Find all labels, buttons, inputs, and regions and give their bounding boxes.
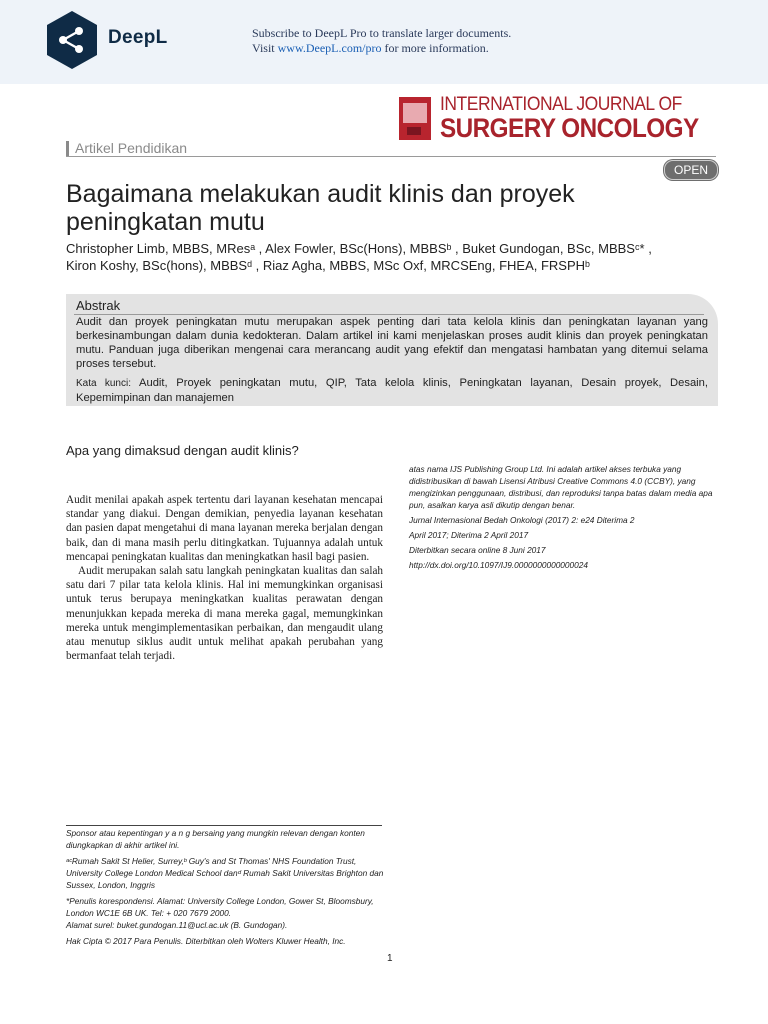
subscribe-line: Subscribe to DeepL Pro to translate larger documents.: [252, 26, 512, 40]
journal-reference: Jurnal Internasional Bedah Onkologi (2017) 2: e24 Diterima 2: [409, 515, 635, 525]
journal-title: [440, 94, 727, 143]
authors-line-2: Kiron Koshy, BSc(hons), MBBSᵈ , Riaz Agha, MBBS, MSc Oxf, MRCSEng, FHEA, FRSPHᵇ: [66, 258, 590, 273]
keywords-list: Audit, Proyek peningkatan mutu, QIP, Tata kelola klinis, Peningkatan layanan, Desain proyek, Desain, Kepemimpinan dan manajemen: [76, 377, 708, 404]
received-dates: April 2017; Diterima 2 April 2017: [409, 530, 529, 540]
license-note: atas nama IJS Publishing Group Ltd. Ini adalah artikel akses terbuka yang didistribusikan di bawah Lisensi Atribusi Creative Commons 4.0 (CCBY), yang mengizinkan penggunaan, distribusi, dan reproduksi tanpa batas dalam media apa pun, asalkan karya asli dikutip dengan benar.: [409, 464, 713, 510]
body-paragraph-1: Audit menilai apakah aspek tertentu dari layanan kesehatan mencapai standar yang diakui. Dengan demikian, penyedia layanan kesehatan dan pasien dapat mengetahui di mana layanan mereka berjalan dengan baik, dan di mana masih perlu ditingkatkan. Tujuannya adalah untuk mencapai peningkatan kualitas dan meningkatkan hasil bagi pasien.: [66, 494, 383, 563]
deepl-pro-link[interactable]: www.DeepL.com/pro: [277, 41, 382, 55]
section-heading: Apa yang dimaksud dengan audit klinis?: [66, 443, 299, 458]
journal-title-line2: SURGERY ONCOLOGY: [440, 113, 699, 143]
footnotes: [66, 827, 384, 951]
corresponding-author-note: *Penulis korespondensi. Alamat: University College London, Gower St, Bloomsbury, London WC1E 6B UK. Tel: + 020 7679 2000.: [66, 896, 374, 918]
deepl-banner: [0, 0, 768, 84]
visit-prefix: Visit: [252, 41, 278, 55]
affiliations-note: ᵃᶜRumah Sakit St Helier, Surrey,ᵇ Guy's and St Thomas' NHS Foundation Trust, University College London Medical School danᵈ Rumah Sakit Universitas Brighton dan Sussex, London, Inggris: [66, 856, 384, 890]
article-info-notes: [409, 463, 729, 574]
article-title: Bagaimana melakukan audit klinis dan proyek peningkatan mutu: [66, 180, 575, 236]
journal-cover-thumbnail: [399, 97, 431, 140]
section-divider: [66, 156, 716, 157]
visit-line: [252, 41, 511, 56]
email-note[interactable]: Alamat surel: buket.gundogan.11@ucl.ac.uk (B. Gundogan).: [66, 920, 288, 930]
page-number: 1: [387, 953, 393, 964]
subscribe-notice: [252, 26, 511, 56]
visit-suffix: for more information.: [381, 41, 489, 55]
copyright-note: Hak Cipta © 2017 Para Penulis. Diterbitkan oleh Wolters Kluwer Health, Inc.: [66, 936, 346, 946]
body-text: [66, 493, 383, 663]
body-paragraph-2: Audit merupakan salah satu langkah peningkatan kualitas dan salah satu dari 7 pilar tata kelola klinis. Hal ini memungkinkan organisasi untuk terus berupaya meningkatkan kualitas perawatan dengan menunjukkan kepada mereka di mana mereka gagal, memungkinkan mereka untuk mengimplementasikan perbaikan, dan mengaudit ulang atau menutup siklus audit untuk melihat apakah perubahan yang bermanfaat telah terjadi.: [66, 565, 383, 663]
keywords-label: Kata kunci:: [76, 378, 131, 389]
deepl-brand-name[interactable]: DeepL: [108, 27, 168, 48]
doi-link[interactable]: http://dx.doi.org/10.1097/IJ9.0000000000000024: [409, 560, 588, 570]
online-date: Diterbitkan secara online 8 Juni 2017: [409, 545, 546, 555]
keywords: [76, 376, 708, 405]
footnote-divider: [66, 825, 382, 826]
abstract-box: [66, 294, 718, 406]
open-access-badge: OPEN: [664, 160, 718, 180]
journal-title-line1: INTERNATIONAL JOURNAL OF: [440, 94, 682, 115]
author-list: [66, 240, 716, 274]
sponsor-note: Sponsor atau kepentingan y a n g bersaing yang mungkin relevan dengan konten diungkapkan di akhir artikel ini.: [66, 828, 365, 850]
deepl-logo-icon[interactable]: [46, 10, 98, 70]
abstract-text: Audit dan proyek peningkatan mutu merupakan aspek penting dari tata kelola klinis dan peningkatan layanan yang berkesinambungan dalam dunia kedokteran. Dalam artikel ini kami menjelaskan proses audit klinis dan proyek peningkatan mutu. Panduan juga diberikan mengenai cara merancang audit yang efektif dan mengatasi hambatan yang ditemui selama proses tersebut.: [76, 316, 708, 370]
authors-line-1: Christopher Limb, MBBS, MResᵃ , Alex Fowler, BSc(Hons), MBBSᵇ , Buket Gundogan, BSc, MBBSᶜ* ,: [66, 241, 652, 256]
article-section-label: Artikel Pendidikan: [66, 141, 187, 156]
abstract-heading: Abstrak: [76, 298, 121, 313]
